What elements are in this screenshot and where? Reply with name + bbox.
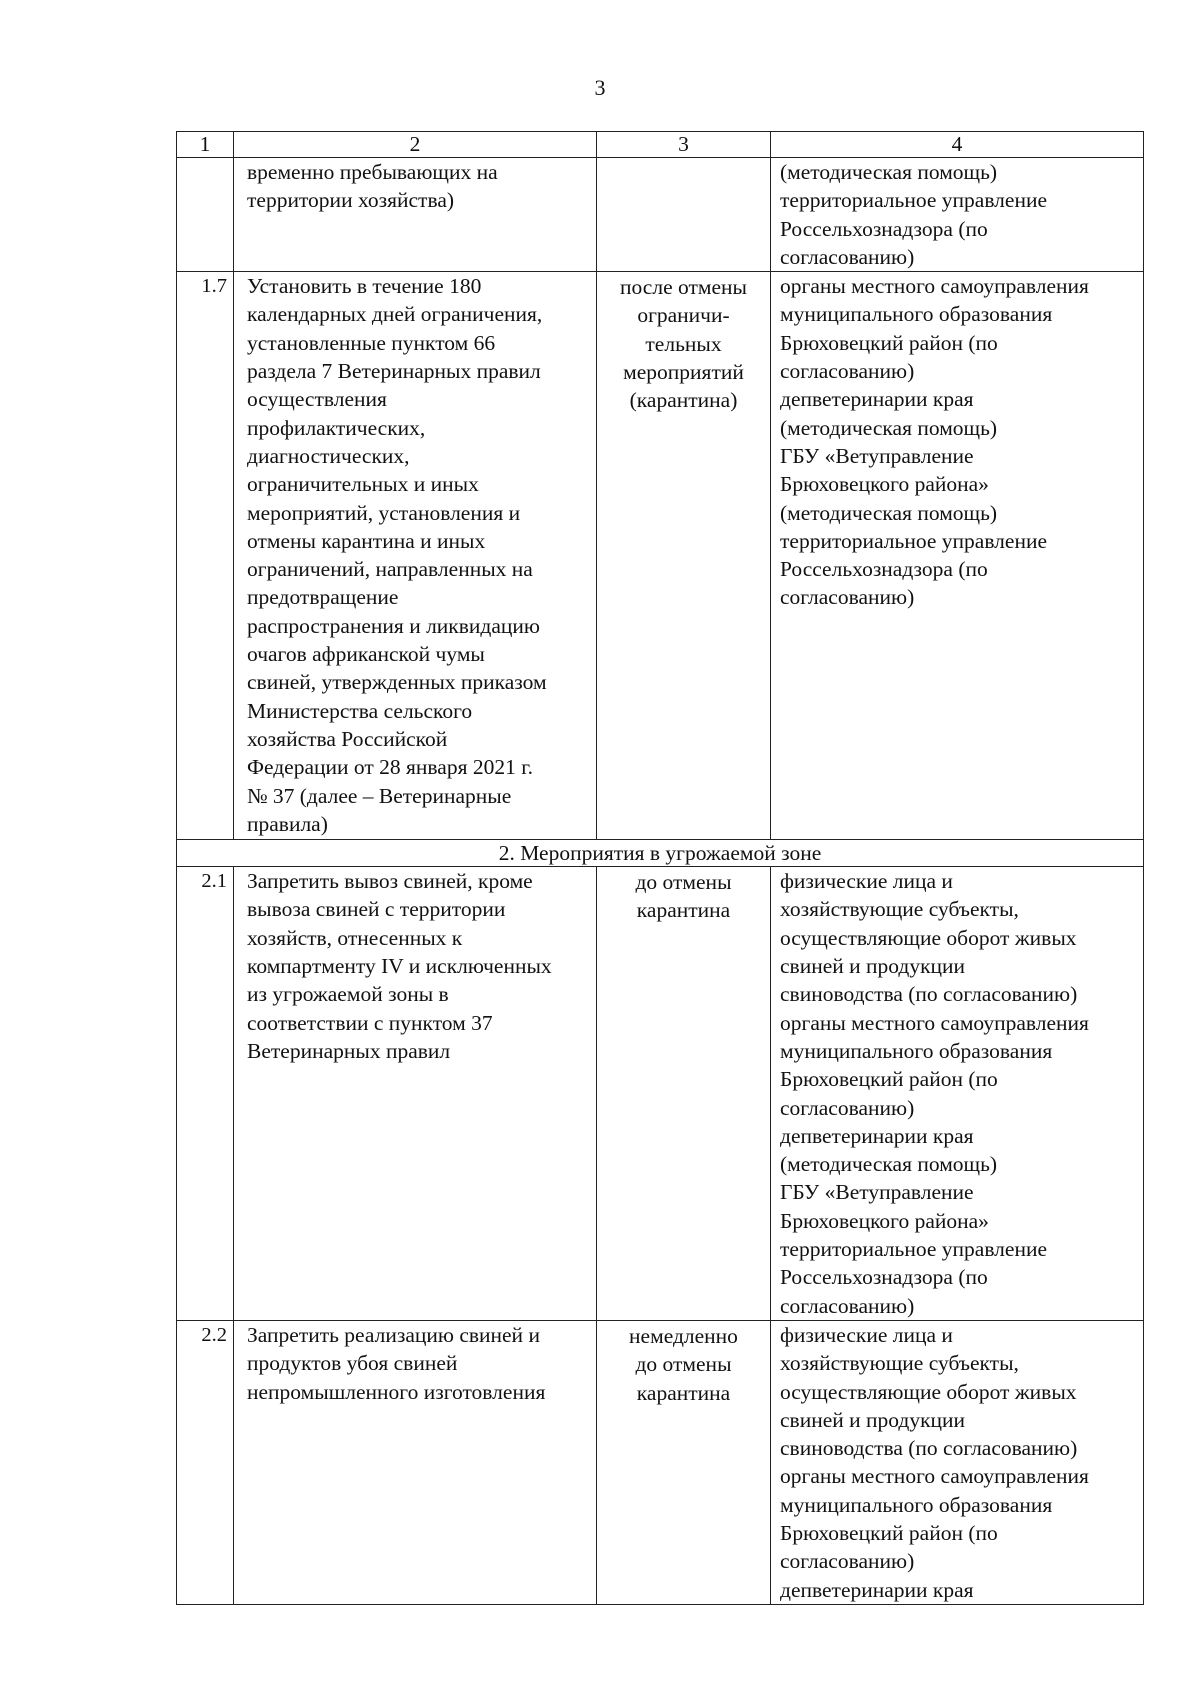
responsible-cell: органы местного самоуправления муниципального образования Брюховецкий район (по согласованию) депветеринарии края (методическая помощь) ГБУ «Ветуправление Брюховецкого района» (методическая помощь) территориальное управление Россельхознадзора (по согласованию) [771,272,1144,840]
term-cell: до отмены карантина [597,867,771,1321]
responsible-cell: (методическая помощь) территориальное управление Россельхознадзора (по согласованию) [771,158,1144,272]
measure-cell: Запретить вывоз свиней, кроме вывоза свиней с территории хозяйств, отнесенных к компартменту IV и исключенных из угрожаемой зоны в соответствии с пунктом 37 Ветеринарных правил [234,867,597,1321]
measures-table [176,131,1144,1605]
row-number: 2.2 [177,1320,234,1604]
table-row [177,272,1144,840]
section-title: 2. Мероприятия в угрожаемой зоне [177,840,1144,867]
table-row [177,1320,1144,1604]
term-cell [597,158,771,272]
section-header-row [177,840,1144,867]
term-cell: немедленно до отмены карантина [597,1320,771,1604]
responsible-cell: физические лица и хозяйствующие субъекты, осуществляющие оборот живых свиней и продукции свиноводства (по согласованию) органы местного самоуправления муниципального образования Брюховецкий район (по согласованию) депветеринарии края (методическая помощь) ГБУ «Ветуправление Брюховецкого района» территориальное управление Россельхознадзора (по согласованию) [771,867,1144,1321]
measure-cell: Установить в течение 180 календарных дней ограничения, установленные пунктом 66 раздела 7 Ветеринарных правил осуществления профилактических, диагностических, ограничительных и иных мероприятий, установления и отмены карантина и иных ограничений, направленных на предотвращение распространения и ликвидацию очагов африканской чумы свиней, утвержденных приказом Министерства сельского хозяйства Российской Федерации от 28 января 2021 г. № 37 (далее – Ветеринарные правила) [234,272,597,840]
table-row [177,158,1144,272]
table-header-row [177,132,1144,158]
responsible-cell: физические лица и хозяйствующие субъекты, осуществляющие оборот живых свиней и продукции свиноводства (по согласованию) органы местного самоуправления муниципального образования Брюховецкий район (по согласованию) депветеринарии края [771,1320,1144,1604]
column-header-3: 3 [597,132,771,158]
column-header-2: 2 [234,132,597,158]
column-header-1: 1 [177,132,234,158]
row-number: 2.1 [177,867,234,1321]
page-number: 3 [594,75,606,100]
row-number [177,158,234,272]
term-cell: после отмены ограничи- тельных мероприятий (карантина) [597,272,771,840]
measure-cell: временно пребывающих на территории хозяйства) [234,158,597,272]
measure-cell: Запретить реализацию свиней и продуктов убоя свиней непромышленного изготовления [234,1320,597,1604]
row-number: 1.7 [177,272,234,840]
table-row [177,867,1144,1321]
column-header-4: 4 [771,132,1144,158]
